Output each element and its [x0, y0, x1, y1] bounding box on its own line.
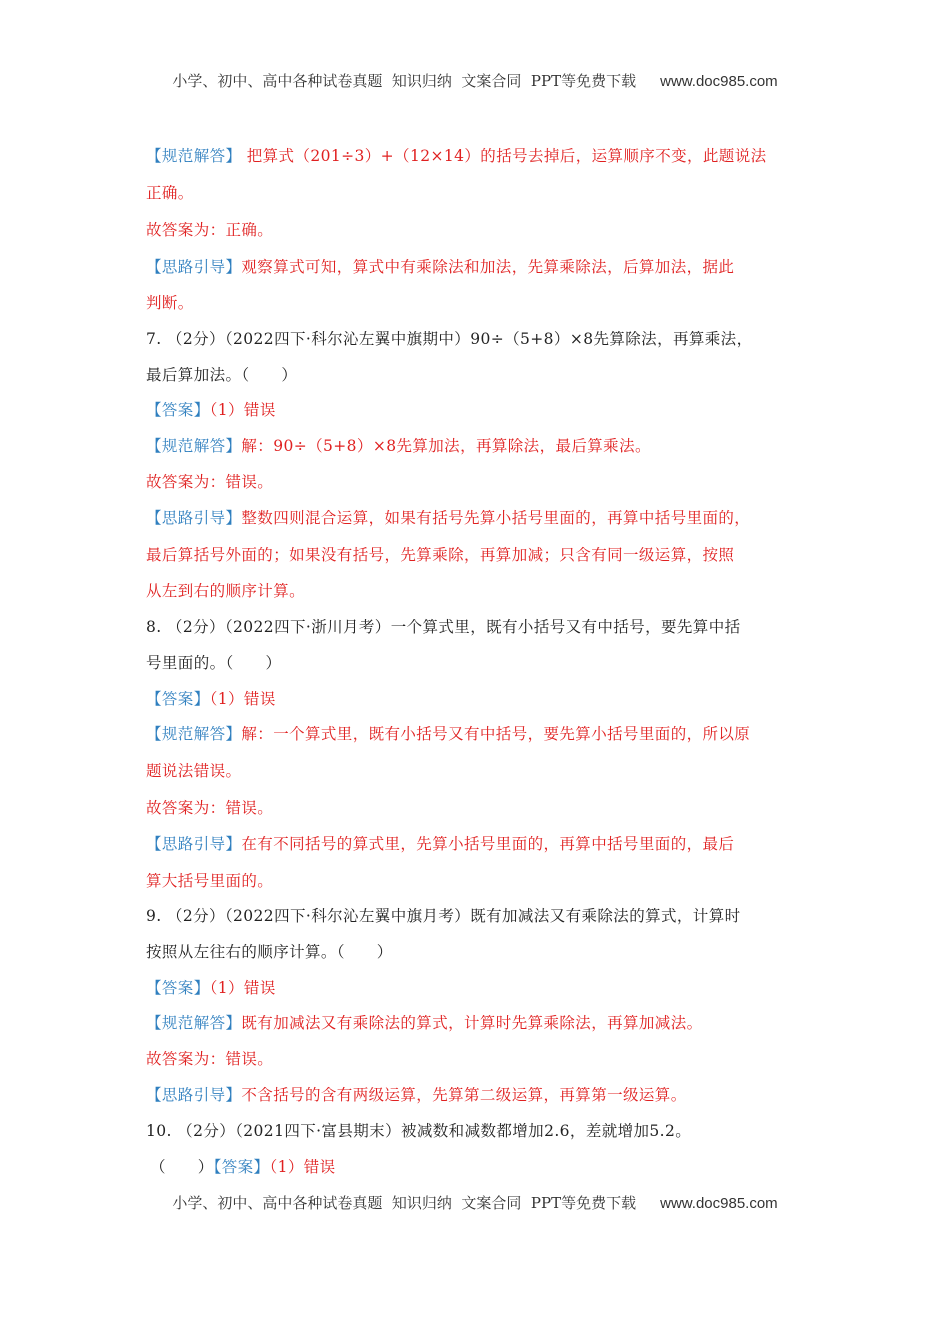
q8-question-line1: 8. （2分）（2022四下·浙川月考）一个算式里，既有小括号又有中括号，要先算中括: [146, 618, 741, 636]
header-site: www.doc985.com: [660, 73, 778, 90]
q6-hint-line1: [146, 256, 826, 278]
q8-solution-text1: 解：一个算式里，既有小括号又有中括号，要先算小括号里面的，所以原: [241, 725, 751, 743]
q7-hint-line2: 最后算括号外面的；如果没有括号，先算乘除，再算加减；只含有同一级运算，按照: [146, 546, 735, 564]
solution-tag: 【规范解答】: [146, 437, 242, 455]
hint-tag: 【思路引导】: [146, 509, 242, 527]
q7-answer-text: （1）错误: [209, 401, 276, 419]
q10-answer-text: （1）错误: [269, 1158, 336, 1176]
q9-conclusion: 故答案为：错误。: [146, 1050, 274, 1068]
q8-hint-line2: 算大括号里面的。: [146, 872, 274, 890]
page-footer: [0, 1192, 950, 1213]
q6-hint-line2: 判断。: [146, 294, 194, 312]
answer-tag: 【答案】: [146, 979, 210, 997]
page-header: [0, 70, 950, 91]
q6-solution-line1: [146, 145, 826, 167]
q10-question-line1: 10. （2分）（2021四下·富县期末）被减数和减数都增加2.6，差就增加5.2。: [146, 1122, 692, 1140]
q7-hint-line3: 从左到右的顺序计算。: [146, 582, 306, 600]
q8-conclusion: 故答案为：错误。: [146, 799, 274, 817]
q7-hint-line1: [146, 507, 826, 529]
q7-answer: [146, 399, 826, 421]
q6-conclusion: 故答案为：正确。: [146, 221, 274, 239]
q6-hint-text1: 观察算式可知，算式中有乘除法和加法，先算乘除法，后算加法，据此: [241, 258, 735, 276]
q8-hint-text1: 在有不同括号的算式里，先算小括号里面的，再算中括号里面的，最后: [241, 835, 735, 853]
answer-tag: 【答案】: [146, 690, 210, 708]
q8-solution-line1: [146, 723, 826, 745]
q8-question-line2: 号里面的。（ ）: [146, 654, 282, 672]
header-text: 小学、初中、高中各种试卷真题 知识归纳 文案合同 PPT等免费下载: [172, 72, 637, 90]
solution-tag: 【规范解答】: [146, 1014, 242, 1032]
q7-hint-text1: 整数四则混合运算，如果有括号先算小括号里面的，再算中括号里面的，: [241, 509, 751, 527]
q9-answer-text: （1）错误: [209, 979, 276, 997]
footer-site: www.doc985.com: [660, 1195, 778, 1212]
q6-solution-text1: 把算式（201÷3）+（12×14）的括号去掉后，运算顺序不变，此题说法: [241, 147, 767, 165]
q8-solution-line2: 题说法错误。: [146, 762, 242, 780]
q9-question-line1: 9. （2分）（2022四下·科尔沁左翼中旗月考）既有加减法又有乘除法的算式，计算时: [146, 907, 741, 925]
solution-tag: 【规范解答】: [146, 725, 242, 743]
q9-solution-text: 既有加减法又有乘除法的算式，计算时先算乘除法，再算加减法。: [241, 1014, 703, 1032]
q10-question-line2: [150, 1156, 830, 1178]
footer-text: 小学、初中、高中各种试卷真题 知识归纳 文案合同 PPT等免费下载: [172, 1194, 637, 1212]
q8-answer: [146, 688, 826, 710]
q7-solution: [146, 435, 826, 457]
q9-question-line2: 按照从左往右的顺序计算。（ ）: [146, 943, 393, 961]
q7-question-line1: 7. （2分）（2022四下·科尔沁左翼中旗期中）90÷（5+8）×8先算除法，再算乘法，: [146, 330, 753, 348]
q8-answer-text: （1）错误: [209, 690, 276, 708]
hint-tag: 【思路引导】: [146, 835, 242, 853]
q9-answer: [146, 977, 826, 999]
answer-tag: 【答案】: [213, 1158, 270, 1176]
q9-solution: [146, 1012, 826, 1034]
q6-solution-line2: 正确。: [146, 184, 194, 202]
q8-hint-line1: [146, 833, 826, 855]
q10-blank: （ ）: [150, 1158, 214, 1176]
answer-tag: 【答案】: [146, 401, 210, 419]
q7-solution-text: 解：90÷（5+8）×8先算加法，再算除法，最后算乘法。: [241, 437, 651, 455]
hint-tag: 【思路引导】: [146, 258, 242, 276]
hint-tag: 【思路引导】: [146, 1086, 242, 1104]
q9-hint-text: 不含括号的含有两级运算，先算第二级运算，再算第一级运算。: [241, 1086, 687, 1104]
q7-conclusion: 故答案为：错误。: [146, 473, 274, 491]
q9-hint: [146, 1084, 826, 1106]
solution-tag: 【规范解答】: [146, 147, 242, 165]
q7-question-line2: 最后算加法。（ ）: [146, 366, 298, 384]
